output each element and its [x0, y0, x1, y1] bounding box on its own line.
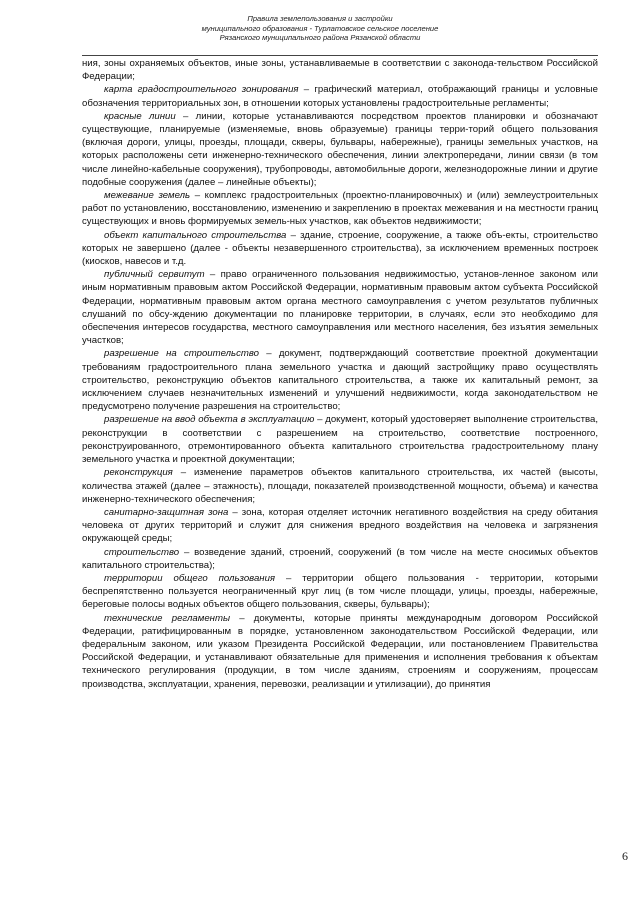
definition-paragraph — [82, 268, 598, 347]
definition-text: – комплекс градостроительных (проектно-планировочных) и (или) землеустроительных работ по установлению, восстановлению, изменению и закреплению в проектах межевания и на местности границ существующих и вновь формируемых земель-ных участков, как объектов недвижимости; — [82, 190, 598, 228]
defined-term: строительство — [104, 546, 180, 558]
defined-term: объект капитального строительства — [104, 229, 287, 241]
definition-paragraph — [82, 189, 598, 229]
header-divider — [82, 55, 598, 56]
definition-paragraph — [82, 347, 598, 413]
definition-paragraph — [82, 612, 598, 691]
defined-term: красные линии — [104, 110, 176, 122]
page-number: 6 — [622, 849, 628, 863]
definition-text: – документ, который удостоверяет выполнение строительства, реконструкции в соответствии с разрешением на строительство, соответствие построенного, реконструированного, отремонтированного объекта капитального строительства градостроительному плану земельного участка и проектной документации; — [82, 414, 598, 466]
definition-paragraph — [82, 572, 598, 612]
defined-term: реконструкция — [104, 467, 173, 479]
definition-text: – графический материал, отображающий границы и условные обозначения территориальных зон, в отношении которых установлены градостроительные регламенты; — [82, 84, 598, 109]
definition-text: – право ограниченного пользования недвижимостью, установ-ленное законом или иным нормативным правовым актом Российской Федерации, нормативным правовым актом субъекта Российской Федерации, нормативным правовым актом органа местного самоуправления с учетом результатов публичных слушаний по обсу-ждению документации по планировке территории, в случаях, если это необходимо для обеспечения интересов государства, местного самоуправления или местного населения, без изъятия земельных участков; — [82, 269, 599, 347]
definition-text: – линии, которые устанавливаются посредством проектов планировки и обозначают существующие, планируемые (изменяемые, вновь образуемые) границы терри-торий общего пользования (включая дороги, улицы, проезды, площади, скверы, бульвары, набережные), границы земельных участков, на которых расположены сети инженерно-технического обеспечения, линии электропередачи, линии связи (в том числе линейно-кабельные сооружения), трубопроводы, автомобильные дороги, железнодорожные линии и другие подобные сооружения (далее – линейные объекты); — [82, 110, 598, 188]
defined-term: карта градостроительного зонирования — [104, 84, 299, 96]
definition-paragraph — [82, 83, 598, 109]
defined-term: межевание земель — [104, 190, 191, 202]
defined-term: разрешение на ввод объекта в эксплуатацию — [104, 414, 315, 426]
definition-paragraph — [82, 466, 598, 506]
definition-text: – возведение зданий, строений, сооружений (в том числе на месте сносимых объектов капитального строительства); — [82, 546, 598, 571]
definition-paragraph — [82, 506, 598, 546]
definition-paragraph — [82, 110, 598, 189]
header-line-2: муниципального образования - Турлатовское сельское поселение — [201, 23, 439, 33]
defined-term: технические регламенты — [104, 612, 231, 624]
definition-text: – документы, которые приняты международным договором Российской Федерации, ратифицированным в порядке, установленном законодательством Российской Федерации, или федеральным законом, или указом Президента Российской Федерации, или постановлением Правительства Российской Федерации, и устанавливают обязательные для применения и исполнения требования к объектам технического регулирования (продукции, в том числе зданиям, строениям и сооружениям, процессам производства, эксплуатации, хранения, перевозки, реализации и утилизации), до принятия — [82, 612, 598, 690]
definition-text: – документ, подтверждающий соответствие проектной документации требованиям градостроительного плана земельного участка и дающий застройщику право осуществлять строительство, реконструкцию объектов капитального строительства, а также их капитальный ремонт, за исключением случаев незначительных изменений и улучшений недвижимости, когда законодательством не предусмотрено получение разрешения на строительство; — [82, 348, 599, 413]
header-line-3: Рязанского муниципального района Рязанской области — [219, 33, 421, 43]
definition-text: – территории общего пользования - территории, которыми беспрепятственно пользуется неограниченный круг лиц (в том числе площади, улицы, проезды, набережные, береговые полосы водных объектов общего пользования, скверы, бульвары); — [82, 572, 598, 611]
running-header — [150, 14, 490, 43]
definition-paragraph — [82, 546, 598, 572]
definition-text: – здание, строение, сооружение, а также объ-екты, строительство которых не завершено (далее - объекты незавершенного строительства), за исключением временных построек (киосков, навесов и т.д. — [82, 229, 598, 268]
definition-text: – зона, которая отделяет источник негативного воздействия на среду обитания человека от других территорий и служит для снижения вредного воздействия на человека и загрязнения окружающей среды; — [82, 506, 598, 545]
header-line-1: Правила землепользования и застройки — [247, 14, 393, 23]
paragraph-continuation: ния, зоны охраняемых объектов, иные зоны, устанавливаемые в соответствии с законода-тельством Российской Федерации; — [82, 58, 598, 83]
definition-text: – изменение параметров объектов капитального строительства, их частей (высоты, количества этажей (далее – этажность), площади, показателей производственной мощности, объема) и качества инженерно-технического обеспечения; — [82, 467, 598, 505]
defined-term: территории общего пользования — [104, 572, 276, 584]
body-text — [82, 57, 598, 691]
definition-paragraph — [82, 413, 598, 466]
defined-term: разрешение на строительство — [104, 348, 260, 360]
defined-term: публичный сервитут — [104, 269, 205, 281]
defined-term: санитарно-защитная зона — [104, 506, 229, 518]
definition-paragraph — [82, 229, 598, 269]
